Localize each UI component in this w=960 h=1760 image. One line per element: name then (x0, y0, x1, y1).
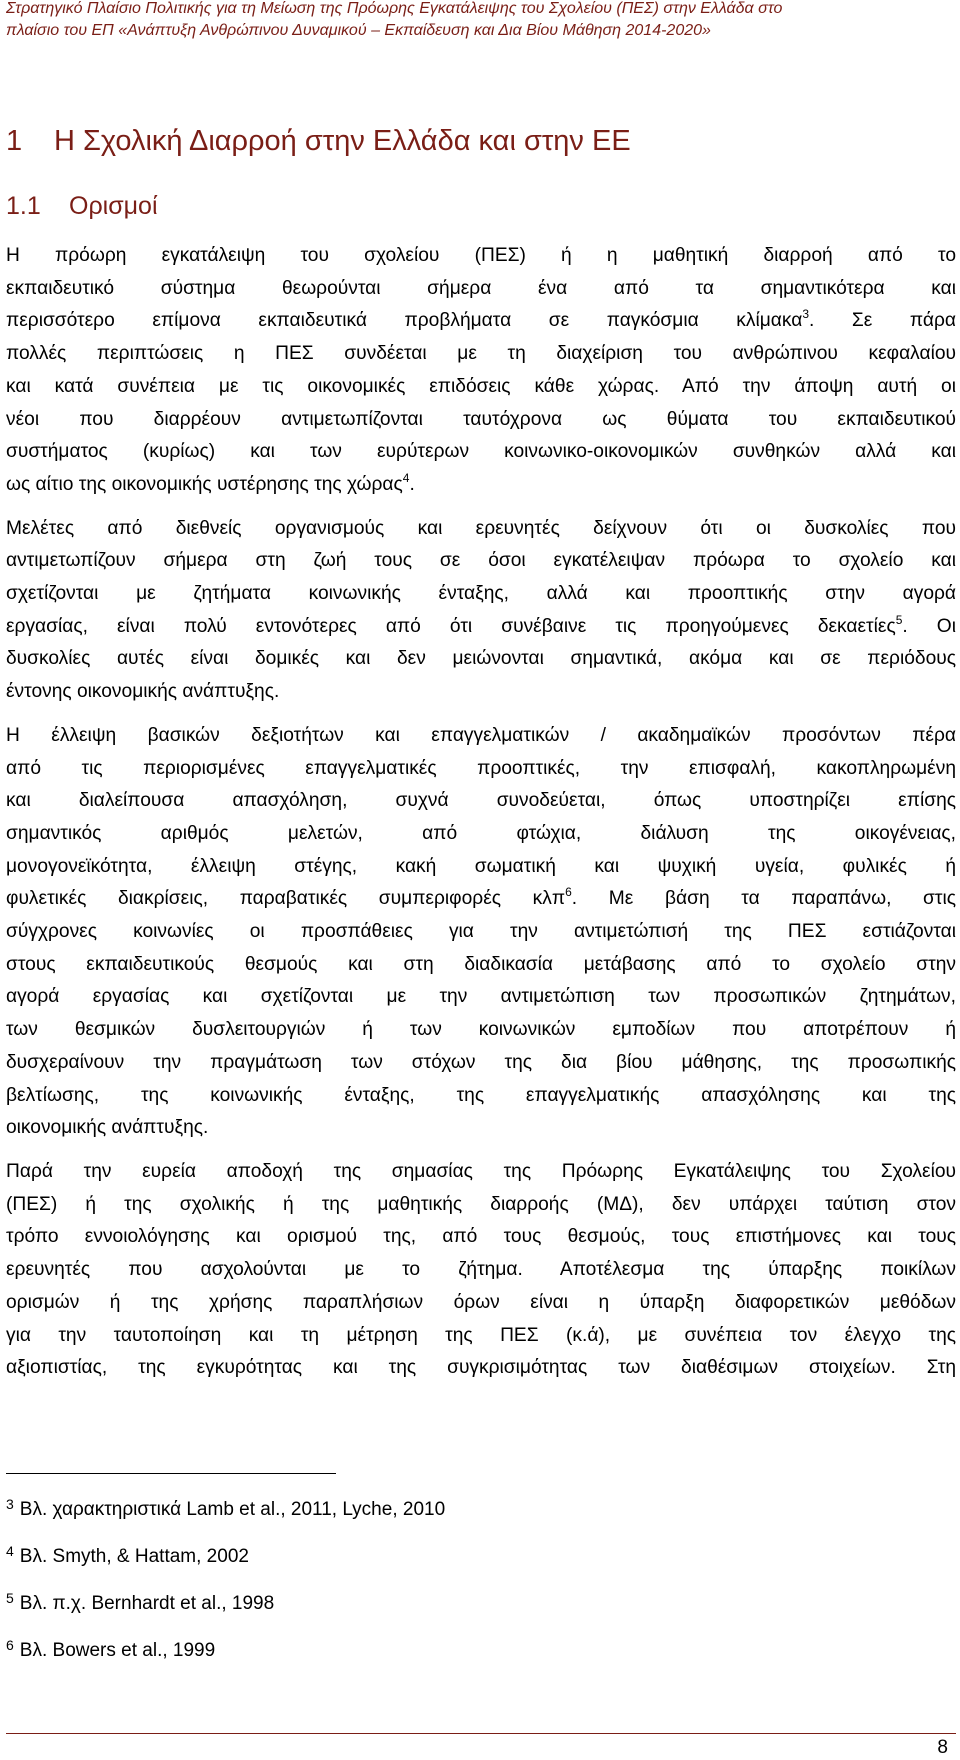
text-line: δυσκολίες αυτές είναι δομικές και δεν μειώνονται σημαντικά, ακόμα και σε περιόδους (6, 648, 956, 670)
text-line: από τις περιορισμένες επαγγελματικές προοπτικές, την επισφαλή, κακοπληρωμένη (6, 757, 956, 779)
running-header (6, 0, 956, 42)
subsection-title: Ορισμοί (69, 192, 158, 220)
text-line: σχετίζονται με ζητήματα κοινωνικής ένταξης, αλλά και προοπτικής στην αγορά (6, 583, 956, 605)
text-line: ως αίτιο της οικονομικής υστέρησης της χώρας$^4$. (6, 470, 415, 495)
text-line: περισσότερο επίμονα εκπαιδευτικά προβλήματα σε παγκόσμια κλίμακα$^3$. Σε πάρα (6, 307, 956, 332)
footnote: $^4$ Βλ. Smyth, & Hattam, 2002 (6, 1543, 249, 1567)
paragraph (6, 1156, 956, 1385)
text-line: στους εκπαιδευτικούς θεσμούς και στη διαδικασία μετάβασης από το σχολείο στην (6, 953, 956, 975)
body-text (6, 240, 956, 1396)
footnote: $^6$ Βλ. Bowers et al., 1999 (6, 1637, 216, 1661)
text-line: αγορά εργασίας και σχετίζονται με την αντιμετώπιση των προσωπικών ζητημάτων, (6, 986, 956, 1008)
footnote-ref[interactable]: 3 (802, 307, 809, 322)
footnote: $^3$ Βλ. χαρακτηριστικά Lamb et al., 2011, Lyche, 2010 (6, 1496, 446, 1520)
text-line: ορισμών ή της χρήσης παραπλήσιων όρων είναι η ύπαρξη διαφορετικών μεθόδων (6, 1291, 956, 1313)
text-line: δυσχεραίνουν την πραγμάτωση των στόχων της δια βίου μάθησης, της προσωπικής (6, 1051, 956, 1073)
text-line: τρόπο εννοιολόγησης και ορισμού της, από τους θεσμούς, τους επιστήμονες και τους (6, 1226, 956, 1248)
text-line: συστήματος (κυρίως) και των ευρύτερων κοινωνικο-οικονομικών συνθηκών αλλά και (6, 441, 956, 463)
text-line: νέοι που διαρρέουν αντιμετωπίζονται ταυτόχρονα ως θύματα του εκπαιδευτικού (6, 408, 956, 430)
text-line: σύγχρονες κοινωνίες οι προσπάθειες για την αντιμετώπισή της ΠΕΣ εστιάζονται (6, 921, 956, 943)
text-line: έντονης οικονομικής ανάπτυξης. (6, 681, 280, 703)
text-line: μονογονεϊκότητα, έλλειψη στέγης, κακή σωματική και ψυχική υγεία, φυλικές ή (6, 855, 956, 877)
text-line: Μελέτες από διεθνείς οργανισμούς και ερευνητές δείχνουν ότι οι δυσκολίες που (6, 517, 956, 539)
text-line: σημαντικός αριθμός μελετών, από φτώχια, διάλυση της οικογένειας, (6, 822, 956, 844)
section-heading (6, 124, 631, 158)
subsection-heading (6, 190, 158, 222)
text-line: Παρά την ευρεία αποδοχή της σημασίας της Πρόωρης Εγκατάλειψης του Σχολείου (6, 1160, 956, 1182)
footnotes (6, 1498, 445, 1686)
text-line: των θεσμικών δυσλειτουργιών ή των κοινωνικών εμποδίων που αποτρέπουν ή (6, 1019, 956, 1041)
text-line: αντιμετωπίζουν σήμερα στη ζωή τους σε όσοι εγκατέλειψαν πρόωρα το σχολείο και (6, 550, 956, 572)
text-line: εκπαιδευτικό σύστημα θεωρούνται σήμερα ένα από τα σημαντικότερα και (6, 277, 956, 299)
footnote: $^5$ Βλ. π.χ. Bernhardt et al., 1998 (6, 1590, 275, 1614)
text-line: βελτίωσης, της κοινωνικής ένταξης, της επαγγελματικής απασχόλησης και της (6, 1084, 956, 1106)
text-line: αξιοπιστίας, της εγκυρότητας και της συγκρισιμότητας των διαθέσιμων στοιχείων. Στη (6, 1357, 956, 1379)
section-title: Η Σχολική Διαρροή στην Ελλάδα και στην ΕΕ (54, 125, 631, 157)
text-line: εργασίας, είναι πολύ εντονότερες από ότι συνέβαινε τις προηγούμενες δεκαετίες$^5$. Οι (6, 612, 956, 637)
page-number: 8 (937, 1737, 948, 1758)
document-page (6, 0, 956, 1760)
paragraph (6, 240, 956, 502)
text-line: ερευνητές που ασχολούνται με το ζήτημα. Αποτέλεσμα της ύπαρξης ποικίλων (6, 1259, 956, 1281)
subsection-number: 1.1 (6, 192, 41, 220)
footer-divider (6, 1733, 956, 1734)
text-line: Η έλλειψη βασικών δεξιοτήτων και επαγγελματικών / ακαδημαϊκών προσόντων πέρα (6, 724, 956, 746)
text-line: φυλετικές διακρίσεις, παραβατικές συμπεριφορές κλπ$^6$. Με βάση τα παραπάνω, στις (6, 885, 956, 910)
footnote-ref[interactable]: 4 (402, 470, 410, 485)
footnote-ref[interactable]: 5 (895, 612, 903, 627)
text-line: (ΠΕΣ) ή της σχολικής ή της μαθητικής διαρροής (ΜΔ), δεν υπάρχει ταύτιση στον (6, 1193, 956, 1215)
text-line: για την ταυτοποίηση και τη μέτρηση της ΠΕΣ (κ.ά), με συνέπεια τον έλεγχο της (6, 1324, 956, 1346)
footnote-separator (6, 1473, 336, 1474)
section-number: 1 (6, 125, 23, 157)
text-line: και διαλείπουσα απασχόληση, συχνά συνοδεύεται, όπως υποστηρίζει επίσης (6, 790, 956, 812)
text-line: και κατά συνέπεια με τις οικονομικές επιδόσεις κάθε χώρας. Από την άποψη αυτή οι (6, 375, 956, 397)
footnote-ref[interactable]: 6 (565, 885, 572, 900)
header-line-2: πλαίσιο του ΕΠ «Ανάπτυξη Ανθρώπινου Δυναμικού – Εκπαίδευση και Δια Βίου Μάθηση 2014-2020» (6, 22, 711, 39)
text-line: πολλές περιπτώσεις η ΠΕΣ συνδέεται με τη διαχείριση του ανθρώπινου κεφαλαίου (6, 343, 956, 365)
text-line: οικονομικής ανάπτυξης. (6, 1117, 209, 1139)
paragraph (6, 720, 956, 1145)
paragraph (6, 513, 956, 709)
text-line: Η πρόωρη εγκατάλειψη του σχολείου (ΠΕΣ) ή η μαθητική διαρροή από το (6, 245, 956, 266)
header-line-1: Στρατηγικό Πλαίσιο Πολιτικής για τη Μείωση της Πρόωρης Εγκατάλειψης του Σχολείου (ΠΕΣ) στην Ελλάδα στο (6, 0, 783, 17)
